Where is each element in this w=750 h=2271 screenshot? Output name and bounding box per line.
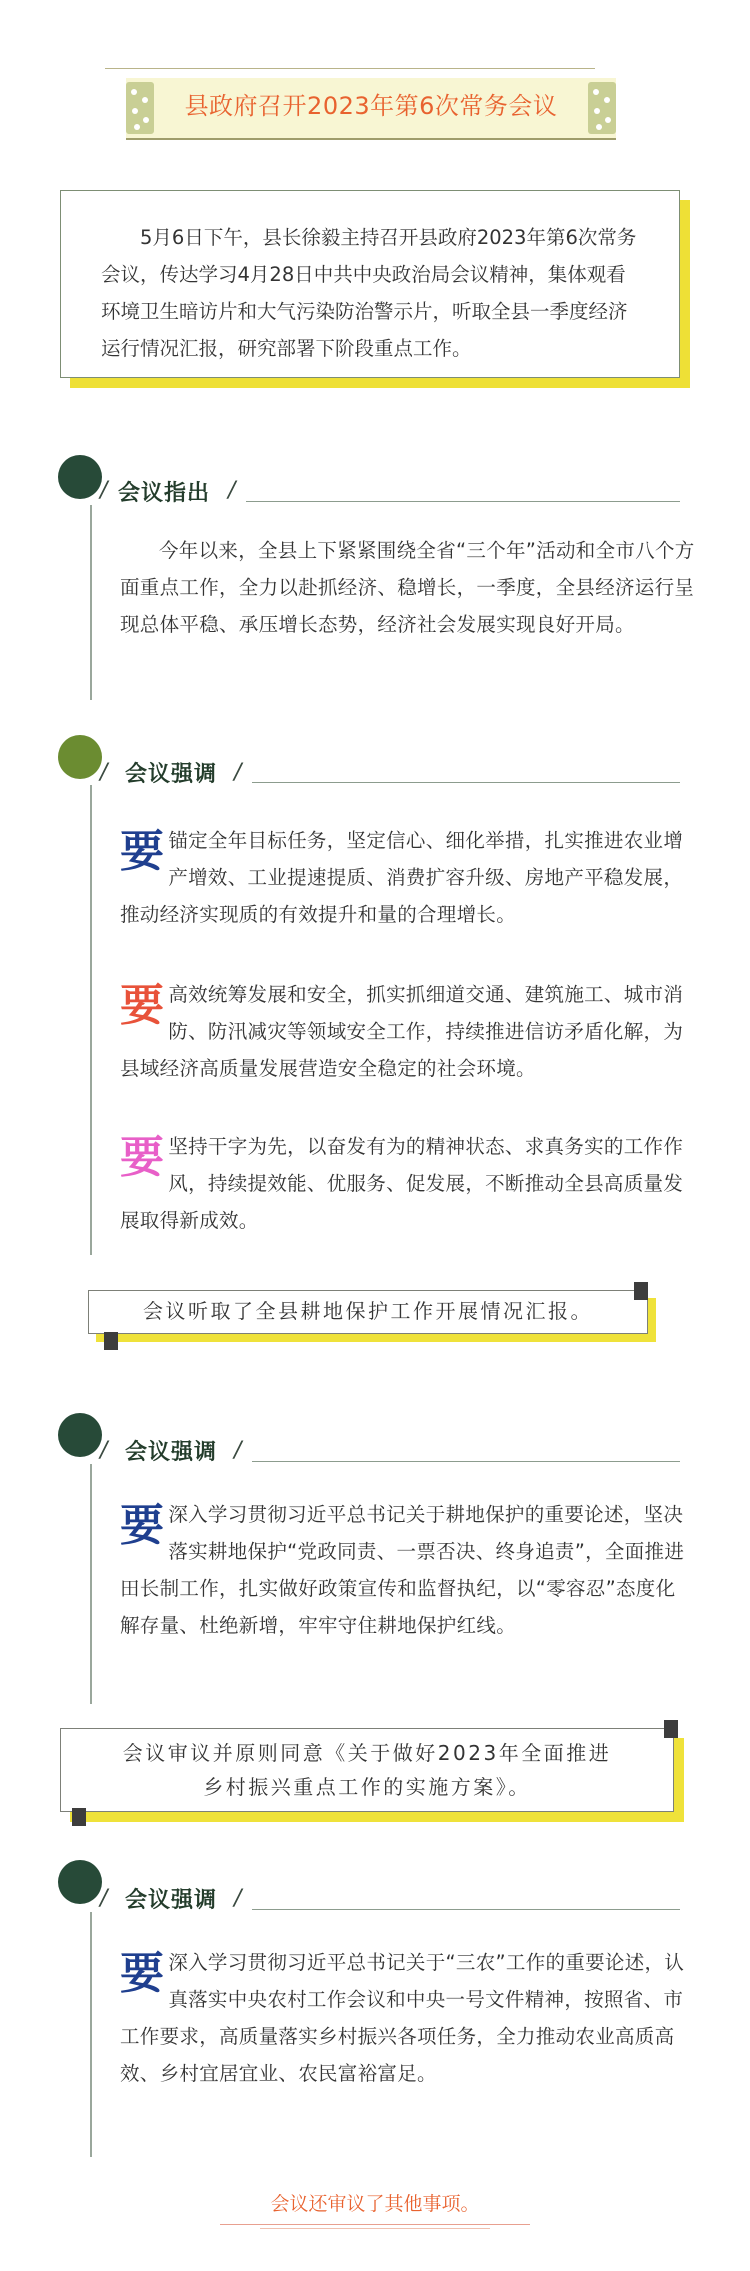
- section1-rule: [246, 501, 680, 502]
- section2-slash-end: /: [234, 760, 242, 785]
- section2-item-3-mark: 要: [120, 1132, 165, 1183]
- section4-item-1: [120, 1944, 690, 2092]
- section3-heading: 会议强调: [125, 1440, 218, 1465]
- section1-heading: 会议指出: [118, 481, 211, 506]
- section2-item-1: [120, 822, 690, 933]
- section2-item-2: [120, 976, 690, 1087]
- section3-item-1: [120, 1496, 690, 1644]
- section2-rule: [252, 782, 680, 783]
- section3-item-1-mark: 要: [120, 1500, 165, 1551]
- callout2-tab-left: [72, 1808, 86, 1826]
- page-title: 县政府召开2023年第6次常务会议: [184, 92, 558, 120]
- section1-paragraph: 今年以来，全县上下紧紧围绕全省“三个年”活动和全市八个方面重点工作，全力以赴抓经济、稳增长，一季度，全县经济运行呈现总体平稳、承压增长态势，经济社会发展实现良好开局。: [120, 539, 695, 636]
- section2-bullet-icon: [58, 735, 102, 779]
- section2-item-3-text: 坚持干字为先，以奋发有为的精神状态、求真务实的工作作风，持续提效能、优服务、促发展，不断推动全县高质量发展取得新成效。: [120, 1135, 684, 1232]
- section4-rule: [252, 1909, 680, 1910]
- footer-note: 会议还审议了其他事项。: [270, 2193, 480, 2215]
- section1-bullet-icon: [58, 455, 102, 499]
- callout1: 会议听取了全县耕地保护工作开展情况汇报。: [88, 1290, 648, 1334]
- section1-slash-end: /: [228, 478, 236, 503]
- callout2-line2: 乡村振兴重点工作的实施方案》。: [203, 1775, 531, 1799]
- section2-heading: 会议强调: [125, 762, 218, 787]
- section2-slash: /: [100, 760, 108, 785]
- section2-item-2-mark: 要: [120, 980, 165, 1031]
- section4-slash-end: /: [234, 1886, 242, 1911]
- section2-side-line: [90, 785, 92, 1255]
- section3-rule: [252, 1461, 680, 1462]
- section4-heading: 会议强调: [125, 1888, 218, 1913]
- section4-item-1-mark: 要: [120, 1948, 165, 1999]
- callout1-tab-right: [634, 1282, 648, 1300]
- section2-item-1-text: 锚定全年目标任务，坚定信心、细化举措，扎实推进农业增产增效、工业提速提质、消费扩容升级、房地产平稳发展，推动经济实现质的有效提升和量的合理增长。: [120, 829, 684, 926]
- section4-item-1-text: 深入学习贯彻习近平总书记关于“三农”工作的重要论述，认真落实中央农村工作会议和中央一号文件精神，按照省、市工作要求，高质量落实乡村振兴各项任务，全力推动农业高质高效、乡村宜居宜业、农民富裕富足。: [120, 1951, 685, 2085]
- callout1-tab-left: [104, 1332, 118, 1350]
- section3-bullet-icon: [58, 1413, 102, 1457]
- section3-slash: /: [100, 1438, 108, 1463]
- section4-slash: /: [100, 1886, 108, 1911]
- section1-side-line: [90, 505, 92, 700]
- section2-item-2-text: 高效统筹发展和安全，抓实抓细道交通、建筑施工、城市消防、防汛减灾等领域安全工作，持续推进信访矛盾化解，为县域经济高质量发展营造安全稳定的社会环境。: [120, 983, 684, 1080]
- section4-side-line: [90, 1912, 92, 2157]
- title-top-rule: [105, 68, 595, 69]
- section4-bullet-icon: [58, 1860, 102, 1904]
- intro-paragraph: 5月6日下午，县长徐毅主持召开县政府2023年第6次常务会议，传达学习4月28日中共中央政治局会议精神，集体观看环境卫生暗访片和大气污染防治警示片，听取全县一季度经济运行情况汇报，研究部署下阶段重点工作。: [60, 190, 680, 378]
- callout2-line1: 会议审议并原则同意《关于做好2023年全面推进: [122, 1741, 612, 1765]
- callout2: [60, 1728, 674, 1812]
- section2-item-1-mark: 要: [120, 826, 165, 877]
- section3-side-line: [90, 1464, 92, 1704]
- section3-item-1-text: 深入学习贯彻习近平总书记关于耕地保护的重要论述，坚决落实耕地保护“党政同责、一票否决、终身追责”，全面推进田长制工作，扎实做好政策宣传和监督执纪，以“零容忍”态度化解存量、杜绝新增，牢牢守住耕地保护红线。: [120, 1503, 685, 1637]
- footer-underline-2: [260, 2228, 490, 2229]
- section1-slash: /: [100, 478, 108, 503]
- callout2-tab-right: [664, 1720, 678, 1738]
- section2-item-3: [120, 1128, 690, 1239]
- footer-underline: [220, 2224, 530, 2225]
- section3-slash-end: /: [234, 1438, 242, 1463]
